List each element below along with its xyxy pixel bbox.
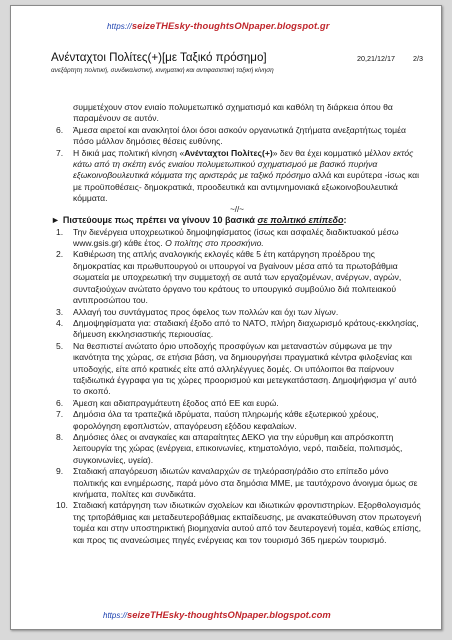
list-item-number: 1. — [56, 226, 64, 237]
list-item-number: 5. — [56, 340, 64, 351]
list-item-number: 9. — [56, 466, 64, 477]
list-item-text: Αλλαγή του συντάγματος προς όφελος των πολλών και όχι των λίγων. — [73, 306, 339, 317]
movement-name: Ανένταχτοι Πολίτες(+) — [184, 147, 273, 158]
document-subtitle: ανεξάρτητη πολιτική, συνδικαλιστική, κινηματική και αντιφασιστική ταξική κίνηση — [51, 67, 274, 74]
list-item — [51, 341, 423, 398]
section-heading — [51, 215, 423, 226]
list-item — [51, 249, 423, 306]
list-item-text: Σταδιακή απαγόρευση ιδιωτών καναλαρχών σε τηλεόραση/ράδιο στο επίπεδο μόνο πολιτικής και ενημέρωσης, παρά μόνο στα δημόσια ΜΜΕ, με ταυτόχρονο άνοιγμα όμως σε κινήματα, πολίτες και συνδικάτα. — [73, 466, 418, 499]
list-item-number: 10. — [56, 500, 68, 511]
header-url-prefix: https:// — [107, 22, 132, 31]
list-item-text: Να θεσπιστεί ανώτατο όριο υποδοχής προσφύγων και μεταναστών σύμφωνα με την ικανότητα της χώρας, σε ετήσια βάση, να δημιουργήσει πραγματικά κέντρα φιλοξενίας και υποδοχής, είτε από κρατικές είτε από αλληλέγγυες δομές. Οι υπόλοιποι θα παίρνουν ταξιδιωτικά έγγραφα για τις χώρες προορισμού και μετεγκατάσταση. Δημοψήφισμα γι' αυτό το σκοπό. — [73, 340, 417, 397]
paragraph-number: 6. — [56, 124, 64, 135]
list-item-text: Την διενέργεια υποχρεωτικού δημοψηφίσματος (ίσως και ασφαλές διαδικτυακού μέσω www.gsis.gr) κάθε έτος. — [73, 226, 399, 249]
list-item-number: 2. — [56, 249, 64, 260]
paragraph-6 — [51, 125, 423, 148]
arrow-icon: ► — [51, 214, 60, 225]
list-item-number: 7. — [56, 409, 64, 420]
list-item-number: 4. — [56, 317, 64, 328]
list-item — [51, 307, 423, 318]
header-blog-url[interactable] — [107, 20, 329, 31]
list-item — [51, 466, 423, 500]
list-item-text: Δημοψηφίσματα για: σταδιακή έξοδο από το ΝΑΤΟ, πλήρη διαχωρισμό κράτους-εκκλησίας, δήμευση εκκλησιαστικής περιουσίας. — [73, 317, 419, 340]
list-item-number: 3. — [56, 306, 64, 317]
heading-colon: : — [343, 214, 347, 225]
section-divider: ~//~ — [230, 204, 244, 214]
list-item-text: Δημόσιες όλες οι αναγκαίες και απαραίτητες ΔΕΚΟ για την εύρυθμη και απρόσκοπτη λειτουργία της χώρας (ενέργεια, επικοινωνίες, κτηματολόγιο, νερό, παιδεία, πολιτισμός, συγκοινωνίες, υγεία). — [73, 431, 403, 465]
document-body — [51, 102, 423, 546]
paragraph-emphasis: εκτός κάτω από τη σκέπη ενός ενιαίου πολυμετωπικού σχηματισμού με βασικό πυρήνα εξωκοινοβουλευτικά κόμματα της αριστεράς με ταξικό πρόσημο — [73, 147, 414, 181]
paragraph-text-a: Η δικιά μας πολιτική κίνηση « — [73, 147, 185, 158]
numbered-list — [51, 227, 423, 546]
list-item — [51, 432, 423, 466]
title-meta — [357, 54, 423, 63]
heading-text: Πιστεύουμε πως πρέπει να γίνουν 10 βασικά — [62, 214, 258, 225]
paragraph-text-c: » δεν θα έχει κομματικό μέλλον — [272, 147, 394, 158]
paragraph-text: Άμεσα αιρετοί και ανακλητοί όλοι όσοι ασκούν οργανωτικά ζητήματα ανεξαρτήτως τομέα πόσο μάλλον δημόσιες θέσεις ευθύνης. — [73, 124, 406, 147]
list-item — [51, 227, 423, 250]
paragraph-7 — [51, 148, 423, 205]
list-item — [51, 409, 423, 432]
document-date: 20,21/12/17 — [357, 54, 395, 63]
paragraph-continuation: συμμετέχουν στον ενιαίο πολυμετωπικό σχηματισμό και καθόλη τη διάρκεια όπου θα παραμένουν σε αυτόν. — [73, 102, 393, 124]
page-number: 2/3 — [413, 54, 423, 63]
paragraph-text-e: αλλά και ευρύτερα -ίσως και με προϋποθέσεις- δημοκρατικά, προοδευτικά και αντιμνημονιακά εξωκοινοβουλευτικά κόμματα. — [73, 170, 420, 204]
list-item — [51, 398, 423, 409]
paragraph-number: 7. — [56, 147, 64, 158]
title-row — [51, 51, 423, 64]
list-item — [51, 318, 423, 341]
list-item — [51, 500, 423, 546]
list-item-number: 8. — [56, 431, 64, 442]
list-item-text: Καθιέρωση της απλής αναλογικής εκλογές κάθε 5 έτη κατάργηση προέδρου της δημοκρατίας και πρωθυπουργού οι υπουργοί να βγαίνουν μέσα από τα πρωτοβάθμια σωματεία με υποχρεωτική την συμμετοχή σε αυτά των εργαζομένων, ανέργων, αγρών, συνταξιούχων ανώτατο όργανο του κράτους το υπουργικό συμβούλιο διά πολιτειακού αντιπροσώπου του. — [73, 249, 402, 306]
heading-underlined: σε πολιτικό επίπεδο — [257, 214, 344, 225]
footer-url-prefix: https:// — [103, 611, 128, 620]
list-item-number: 6. — [56, 397, 64, 408]
list-item-emphasis: Ο πολίτης στο προσκήνιο. — [165, 238, 264, 249]
document-page — [10, 5, 442, 630]
footer-blog-url[interactable] — [103, 609, 331, 620]
list-item-text: Σταδιακή κατάργηση των ιδιωτικών σχολείων και ιδιωτικών φροντιστηρίων. Εξορθολογισμός της τριτοβάθμιας και μεταδευτεροβάθμιας εκπαίδευσης, με ανακατεύθυνση στον πρωτογενή τομέα και στην υποστηρικτική βιομηχανία αυτού από τον δευτερογενή τομέα, καθώς επίσης, και προς τις ανανεώσιμες πηγές ενέργειας και τον τουρισμό 365 ημερών τουρισμό. — [73, 500, 422, 545]
list-item-text: Δημόσια όλα τα τραπεζικά ιδρύματα, παύση πληρωμής κάθε εξωτερικού χρέους, φορολόγηση εφοπλιστών, απαγόρευση εξόδου κεφαλαίων. — [73, 409, 379, 431]
footer-url-text: seizeTHEsky-thoughtsONpaper.blogspot.com — [127, 609, 331, 620]
document-title: Ανένταχτοι Πολίτες(+)[με Ταξικό πρόσημο] — [51, 51, 267, 64]
header-url-text: seizeTHEsky-thoughtsONpaper.blogspot.gr — [131, 20, 330, 31]
list-item-text: Άμεση και αδιαπραγμάτευτη έξοδος από ΕΕ και ευρώ. — [73, 397, 279, 408]
